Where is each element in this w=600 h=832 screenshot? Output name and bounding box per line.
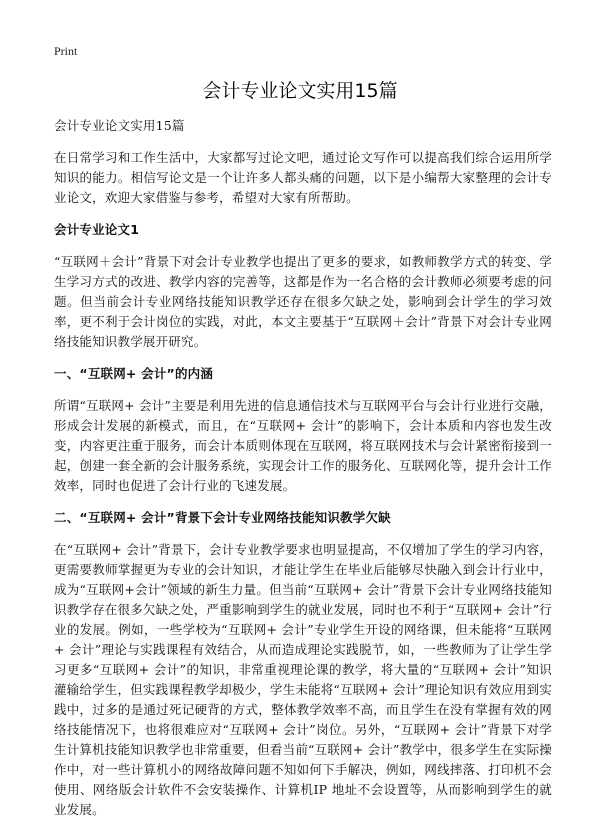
- document-title: 会计专业论文实用15篇: [202, 80, 398, 102]
- document-subtitle: 会计专业论文实用15篇: [54, 118, 185, 133]
- section-heading-deficiency: 二、“互联网+ 会计”背景下会计专业网络技能知识教学欠缺: [54, 510, 391, 525]
- essay-1-paragraph: “互联网＋会计”背景下对会计专业教学也提出了更多的要求，如教师教学方式的转变、学生学习方式的改进、教学内容的完善等，这都是作为一名合格的会计教师必须要考虑的问题。但当前会计专业网络技能知识教学还存在很多欠缺之处，影响到会计学生的学习效率，更不利于会计岗位的实践，对此，本文主要基于“互联网＋会计”背景下对会计专业网络技能知识教学展开研究。: [54, 254, 552, 349]
- section-heading-essay-1: 会计专业论文1: [54, 222, 140, 237]
- intro-paragraph: 在日常学习和工作生活中，大家都写过论文吧，通过论文写作可以提高我们综合运用所学知识的能力。相信写论文是一个让许多人都头痛的问题，以下是小编帮大家整理的会计专业论文，欢迎大家借鉴与参考，希望对大家有所帮助。: [54, 150, 552, 205]
- document-body: [54, 116, 552, 832]
- print-link[interactable]: Print: [54, 44, 78, 58]
- meaning-paragraph: 所谓“互联网+ 会计”主要是利用先进的信息通信技术与互联网平台与会计行业进行交融，形成会计发展的新模式，而且，在“互联网+ 会计”的影响下，会计本质和内容也发生改变，内容更注重于服务，而会计本质则体现在互联网，将互联网技术与会计紧密衔接到一起，创建一套全新的会计服务系统，实现会计工作的服务化、互联网化等，提升会计工作效率，同时也促进了会计行业的飞速发展。: [54, 398, 552, 493]
- deficiency-paragraph: 在“互联网+ 会计”背景下，会计专业教学要求也明显提高，不仅增加了学生的学习内容，更需要教师掌握更为专业的会计知识，才能让学生在毕业后能够尽快融入到会计行业中，成为“互联网+会计”领域的新生力量。但当前“互联网+ 会计”背景下会计专业网络技能知识教学存在很多欠缺之处，严重影响到学生的就业发展，同时也不利于“互联网+ 会计”行业的发展。例如，一些学校为“互联网+ 会计”专业学生开设的网络课，但未能将“互联网+ 会计”理论与实践课程有效结合，从而造成理论实践脱节，如，一些教师为了让学生学习更多“互联网+ 会计”的知识，非常重视理论课的教学，将大量的“互联网+ 会计”知识灌输给学生，但实践课程教学却极少，学生未能将“互联网+ 会计”理论知识有效应用到实践中，过多的是通过死记硬背的方式，整体教学效率不高，而且学生在没有掌握有效的网络技能情况下，也将很难应对“互联网+ 会计”岗位。另外，“互联网+ 会计”背景下对学生计算机技能知识教学也非常重要，但看当前“互联网+ 会计”教学中，很多学生在实际操作中，对一些计算机小的网络故障问题不知如何下手解决，例如，网线摔落、打印机不会使用、网络版会计软件不会安装操作、计算机IP 地址不会设置等，从而影响到学生的就业发展。: [54, 542, 552, 817]
- section-heading-meaning: 一、“互联网+ 会计”的内涵: [54, 366, 214, 381]
